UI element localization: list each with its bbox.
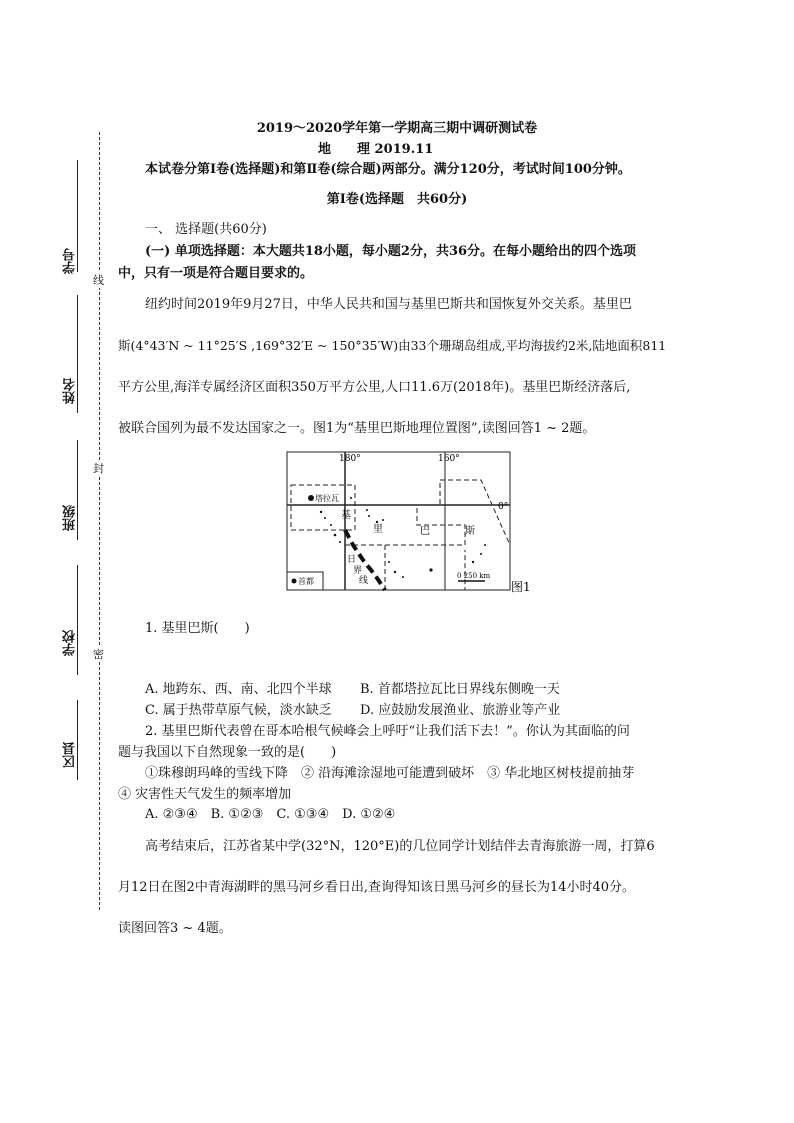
country-char-si: 斯 xyxy=(465,526,475,537)
part-title: 第Ⅰ卷(选择题 共60分) xyxy=(326,192,468,207)
date-line-char-2: 界 xyxy=(353,566,363,576)
q1-stem: 1. 基里巴斯( ) xyxy=(145,621,250,636)
district-blank[interactable] xyxy=(77,700,78,780)
passage1-line-1: 纽约时间2019年9月27日，中华人民共和国与基里巴斯共和国恢复外交关系。基里巴 xyxy=(145,297,632,312)
scale-label: 0 250 km xyxy=(457,572,491,580)
capital-dot xyxy=(308,495,314,501)
q1-option-b: B. 首都塔拉瓦比日界线东侧晚一天 xyxy=(360,682,560,697)
q2-items-1: ①珠穆朗玛峰的雪线下降 ② 沿海滩涂湿地可能遭到破坏 ③ 华北地区树枝提前抽芽 xyxy=(145,766,635,781)
date-line-char-1: 日 xyxy=(347,555,357,565)
exam-title: 2019～2020学年第一学期高三期中调研测试卷 xyxy=(256,121,538,136)
name-label: 姓名 xyxy=(63,378,78,404)
q2-items-2: ④ 灾害性天气发生的频率增加 xyxy=(118,787,292,802)
legend-capital-icon xyxy=(292,579,297,584)
q1-option-a: A. 地跨东、西、南、北四个半球 xyxy=(145,682,332,697)
country-char-li: 里 xyxy=(373,524,383,535)
legend-label: 首都 xyxy=(298,577,314,586)
student-id-label: 学号 xyxy=(63,248,78,274)
seal-char-seal: 封 xyxy=(93,462,104,475)
q1-option-d: D. 应鼓励发展渔业、旅游业等产业 xyxy=(360,703,561,718)
passage2-line-3: 读图回答3 ~ 4题。 xyxy=(118,921,232,936)
passage1-line-2: 斯(4°43′N ~ 11°25′S ,169°32′E ~ 150°35′W)由33个珊瑚岛组成,平均海拔约2米,陆地面积811 xyxy=(118,338,667,353)
country-char-ba: 巴 xyxy=(420,526,430,537)
country-char-ji: 基 xyxy=(341,510,351,521)
passage2-line-2: 月12日在图2中青海湖畔的黑马河乡看日出,查询得知该日黑马河乡的昼长为14小时40分。 xyxy=(118,880,636,895)
passage2-line-1: 高考结束后，江苏省某中学(32°N，120°E)的几位同学计划结伴去青海旅游一周，打算6 xyxy=(145,839,655,854)
passage1-line-4: 被联合国列为最不发达国家之一。图1为“基里巴斯地理位置图”,读图回答1 ~ 2题。 xyxy=(118,421,596,436)
lon-label-160: 160° xyxy=(438,454,460,464)
lat-label-0: 0° xyxy=(498,502,509,512)
class-label: 班级 xyxy=(63,505,78,531)
section-heading: 一、 选择题(共60分) xyxy=(145,222,267,237)
single-choice-intro-1: (一) 单项选择题：本大题共18小题，每小题2分，共36分。在每小题给出的四个选项 xyxy=(145,244,637,259)
q2-options: A. ②③④ B. ①②③ C. ①③④ D. ①②④ xyxy=(145,807,396,822)
seal-dashed-line xyxy=(99,132,100,910)
school-label: 学校 xyxy=(63,630,78,656)
figure1-caption: 图1 xyxy=(511,580,531,594)
figure1-map xyxy=(285,450,540,595)
seal-char-line: 线 xyxy=(93,274,104,287)
capital-label: 塔拉瓦 xyxy=(315,494,339,503)
map-frame xyxy=(287,452,510,590)
school-blank[interactable] xyxy=(77,565,78,675)
q1-option-c: C. 属于热带草原气候，淡水缺乏 xyxy=(145,703,332,718)
seal-char-close: 密 xyxy=(93,648,104,661)
date-line-char-3: 线 xyxy=(359,576,369,586)
binding-margin xyxy=(0,0,110,1123)
single-choice-intro-2: 中，只有一项是符合题目要求的。 xyxy=(118,266,314,281)
exam-intro: 本试卷分第Ⅰ卷(选择题)和第Ⅱ卷(综合题)两部分。满分120分，考试时间100分钟。 xyxy=(145,162,631,177)
district-label: 区县 xyxy=(63,742,78,768)
lon-label-180: 180° xyxy=(339,454,361,464)
q2-stem-1: 2. 基里巴斯代表曾在哥本哈根气候峰会上呼吁“让我们活下去！”。你认为其面临的问 xyxy=(145,724,630,739)
passage1-line-3: 平方公里,海洋专属经济区面积350万平方公里,人口11.6万(2018年)。基里巴斯经济落后, xyxy=(118,380,631,395)
exam-subject: 地 理 2019.11 xyxy=(318,142,434,157)
q2-stem-2: 题与我国以下自然现象一致的是( ) xyxy=(118,745,337,760)
